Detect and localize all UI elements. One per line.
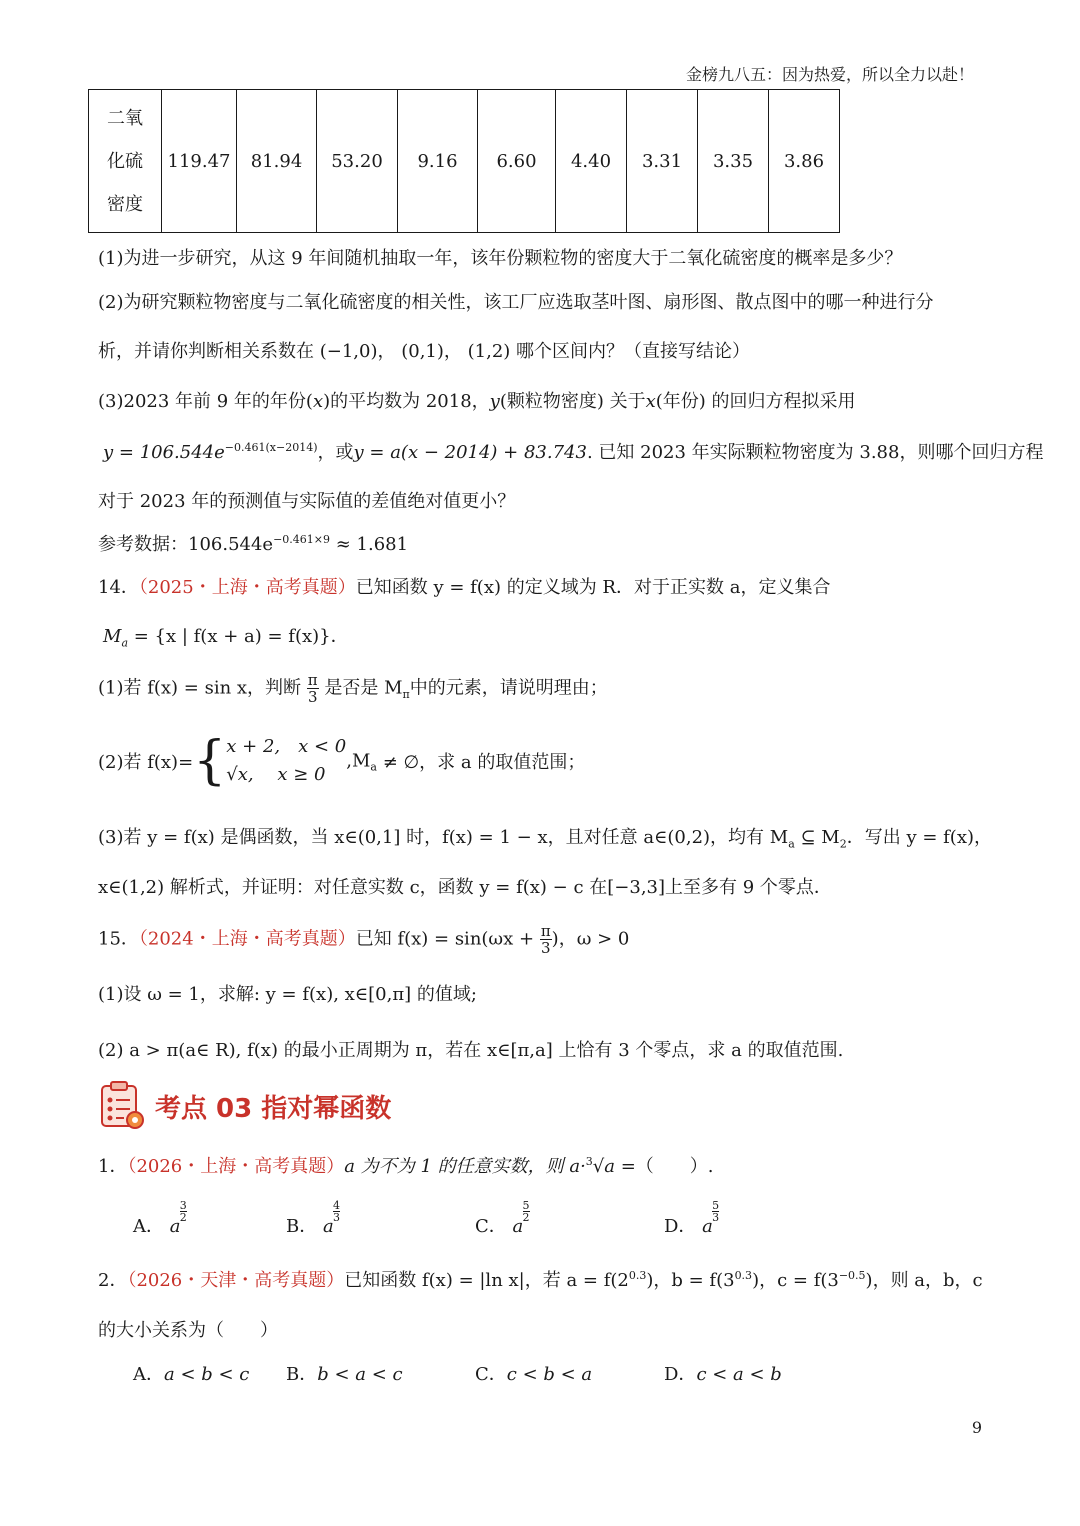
text: )，ω > 0: [551, 928, 630, 950]
text: (年份) 的回归方程拟采用: [655, 391, 856, 412]
piecewise-cases: [226, 733, 346, 789]
p1-option-c[interactable]: [475, 1199, 530, 1238]
case: x + 2, x < 0: [226, 736, 347, 757]
var: x: [645, 391, 656, 412]
text: ，或: [317, 442, 354, 463]
power: [322, 1199, 340, 1237]
option-label: A．: [133, 1364, 164, 1385]
p2-option-b[interactable]: [286, 1360, 403, 1386]
fraction: [540, 923, 552, 956]
option-text: a < b < c: [164, 1364, 250, 1385]
text: (3)若 y = f(x) 是偶函数，当 x∈(0,1] 时，f(x) = 1 − x，且对任意 a∈(0,2)，均有 M: [98, 827, 789, 848]
subscript: 2: [839, 837, 847, 851]
denominator: 2: [522, 1211, 530, 1224]
q14-part3-line1: [98, 823, 992, 851]
text: (颗粒物密度) 关于: [499, 391, 646, 412]
var: x: [312, 391, 324, 412]
row-label-line: 密度: [107, 193, 143, 215]
question-number: 1．: [98, 1156, 128, 1177]
option-label: C．: [475, 1216, 507, 1237]
text: 析，并请你判断相关系数在: [98, 341, 314, 362]
question-source: （2026・天津・高考真题）: [127, 1270, 345, 1291]
text: )，则 a，b，c: [865, 1270, 983, 1291]
interval: (1,2): [467, 341, 511, 362]
page-number: 9: [971, 1418, 982, 1437]
table-cell: 53.20: [317, 90, 398, 233]
q14-part1: [98, 672, 608, 705]
reference-data: [98, 530, 408, 556]
base: a: [169, 1216, 181, 1237]
text: 已知 f(x) = sin(ωx +: [355, 928, 535, 950]
question-number: 2．: [98, 1270, 128, 1291]
p1-option-a[interactable]: [133, 1199, 187, 1238]
exponent: 0.3: [628, 1269, 647, 1282]
option-label: C．: [475, 1364, 507, 1385]
text: (2)若 f(x)=: [98, 752, 194, 773]
denominator: 3: [307, 688, 318, 706]
exponent: −0.461×9: [273, 533, 331, 546]
option-label: B．: [286, 1216, 318, 1237]
question-source: （2025・上海・高考真题）: [138, 577, 356, 598]
text: a 为不为 1 的任意实数，则 a·: [344, 1156, 586, 1177]
q14-part3-line2: x∈(1,2) 解析式，并证明：对任意实数 c，函数 y = f(x) − c 在[−3,3]上至多有 9 个零点．: [98, 877, 832, 898]
table-cell: 9.16: [398, 90, 478, 233]
q14-set-def: [103, 622, 349, 650]
text: ⊆ M: [794, 827, 840, 848]
base: a: [322, 1216, 334, 1237]
base: a: [702, 1216, 713, 1237]
option-label: B．: [286, 1364, 318, 1385]
text: 已知函数 y = f(x) 的定义域为 R．对于正实数 a，定义集合: [355, 577, 831, 598]
text: =（ ）.: [615, 1156, 714, 1177]
exponent-fraction: [712, 1200, 719, 1223]
option-label: D．: [664, 1216, 697, 1237]
p2-stem: [98, 1266, 983, 1292]
denominator: 2: [179, 1211, 187, 1224]
question-source: （2026・上海・高考真题）: [127, 1156, 345, 1177]
interval: (−1,0): [319, 341, 378, 362]
exponent: −0.461(x−2014): [224, 441, 318, 454]
q13-part2-line2: 析，并请你判断相关系数在 (−1,0)， (0,1)， (1,2) 哪个区间内？（直接写结论）: [98, 341, 751, 362]
table-row: [89, 90, 840, 233]
option-label: A．: [133, 1216, 164, 1237]
subscript: a: [121, 636, 128, 650]
table-cell: 3.31: [627, 90, 698, 233]
q14-part2: [98, 733, 585, 789]
question-number: 15．: [98, 928, 139, 950]
power: [169, 1199, 187, 1237]
table-cell: 6.60: [478, 90, 556, 233]
p2-option-d[interactable]: [664, 1360, 782, 1386]
option-label: D．: [664, 1364, 697, 1385]
exponent: −0.5: [838, 1269, 866, 1282]
numerator: 5: [522, 1199, 530, 1212]
table-cell: 3.35: [698, 90, 769, 233]
var: y: [489, 391, 500, 412]
p2-option-a[interactable]: [133, 1360, 249, 1386]
denominator: 3: [540, 939, 551, 957]
text: 参考数据：106.544e: [98, 534, 274, 555]
text: (3)2023 年前 9 年的年份(: [98, 391, 313, 412]
equation: y = 106.544e: [103, 442, 225, 463]
p1-stem: [98, 1152, 714, 1178]
numerator: π: [540, 922, 551, 940]
text: 是否是 M: [324, 677, 403, 699]
q13-part3-line3: 对于 2023 年的预测值与实际值的差值绝对值更小？: [98, 491, 516, 512]
option-text: c < a < b: [696, 1364, 782, 1385]
text: ,M: [346, 750, 371, 772]
exponent-fraction: [333, 1200, 340, 1223]
p1-option-d[interactable]: [664, 1199, 720, 1238]
fraction: [307, 672, 319, 705]
text: . 已知 2023 年实际颗粒物密度为 3.88，则哪个回归方程: [586, 442, 1044, 463]
q15-part1: (1)设 ω = 1，求解: y = f(x), x∈[0,π] 的值域;: [98, 984, 477, 1005]
equation: y = a(x − 2014) + 83.743: [353, 442, 587, 463]
q15-part2: (2) a > π(a∈ R), f(x) 的最小正周期为 π，若在 x∈[π,a] 上恰有 3 个零点，求 a 的取值范围.: [98, 1040, 844, 1061]
text: (1)若 f(x) = sin x，判断: [98, 677, 302, 699]
text: 已知函数 f(x) = |ln x|，若 a = f(2: [344, 1270, 629, 1291]
root: √a: [592, 1156, 615, 1177]
numerator: 3: [179, 1199, 187, 1212]
q13-part3-line1: [98, 387, 856, 413]
q13-part1: (1)为进一步研究，从这 9 年间随机抽取一年，该年份颗粒物的密度大于二氧化硫密度的概率是多少？: [98, 248, 903, 269]
text: 哪个区间内？（直接写结论）: [516, 341, 751, 362]
text: ．写出 y = f(x)，: [846, 827, 993, 848]
sulfur-dioxide-table: [88, 89, 840, 233]
text: ≈ 1.681: [330, 534, 409, 555]
power: [512, 1199, 530, 1237]
denominator: 3: [712, 1211, 720, 1224]
option-text: b < a < c: [317, 1364, 403, 1385]
text: )的平均数为 2018，: [323, 391, 490, 412]
table-cell: 3.86: [769, 90, 840, 233]
table-cell: 119.47: [162, 90, 237, 233]
text: )，c = f(3: [752, 1270, 839, 1291]
question-number: 14．: [98, 577, 139, 598]
p2-option-c[interactable]: [475, 1360, 592, 1386]
q14-stem: [98, 573, 830, 599]
text: 中的元素，请说明理由；: [409, 677, 608, 699]
exponent-fraction: [180, 1200, 187, 1223]
table-cell: 4.40: [556, 90, 627, 233]
numerator: 5: [712, 1199, 720, 1212]
q15-stem: [98, 923, 629, 956]
row-label-line: 化硫: [107, 150, 143, 172]
brace: {: [193, 731, 227, 791]
numerator: 4: [332, 1199, 340, 1212]
denominator: 3: [332, 1211, 340, 1224]
text: ≠ ∅，求 a 的取值范围；: [376, 752, 586, 773]
exponent: 0.3: [734, 1269, 753, 1282]
power: [702, 1199, 720, 1237]
var: M: [103, 626, 122, 647]
question-source: （2024・上海・高考真题）: [138, 928, 356, 950]
case: √x, x ≥ 0: [226, 764, 326, 785]
option-text: c < b < a: [506, 1364, 593, 1385]
subscript: a: [370, 760, 377, 774]
row-header: [89, 90, 162, 233]
subscript: π: [402, 688, 410, 702]
page-header: 金榜九八五：因为热爱，所以全力以赴！: [685, 65, 974, 84]
q13-part2-line1: (2)为研究颗粒物密度与二氧化硫密度的相关性，该工厂应选取茎叶图、扇形图、散点图中的哪一种进行分: [98, 292, 934, 313]
numerator: π: [307, 671, 318, 689]
p1-option-b[interactable]: [286, 1199, 340, 1238]
section-title: 考点 03 指对幂函数: [155, 1094, 392, 1124]
table-cell: 81.94: [237, 90, 317, 233]
base: a: [512, 1216, 524, 1237]
text: )，b = f(3: [646, 1270, 735, 1291]
subscript: a: [788, 837, 795, 851]
clipboard-icon: [98, 1080, 146, 1130]
root-index: 3: [585, 1155, 593, 1168]
interval: (0,1): [401, 341, 444, 362]
text: = {x | f(x + a) = f(x)}．: [128, 626, 349, 647]
p2-stem-line2: 的大小关系为（ ）: [98, 1320, 278, 1341]
row-label-line: 二氧: [107, 107, 143, 129]
exponent-fraction: [523, 1200, 530, 1223]
q13-part3-line2: [103, 438, 1043, 464]
